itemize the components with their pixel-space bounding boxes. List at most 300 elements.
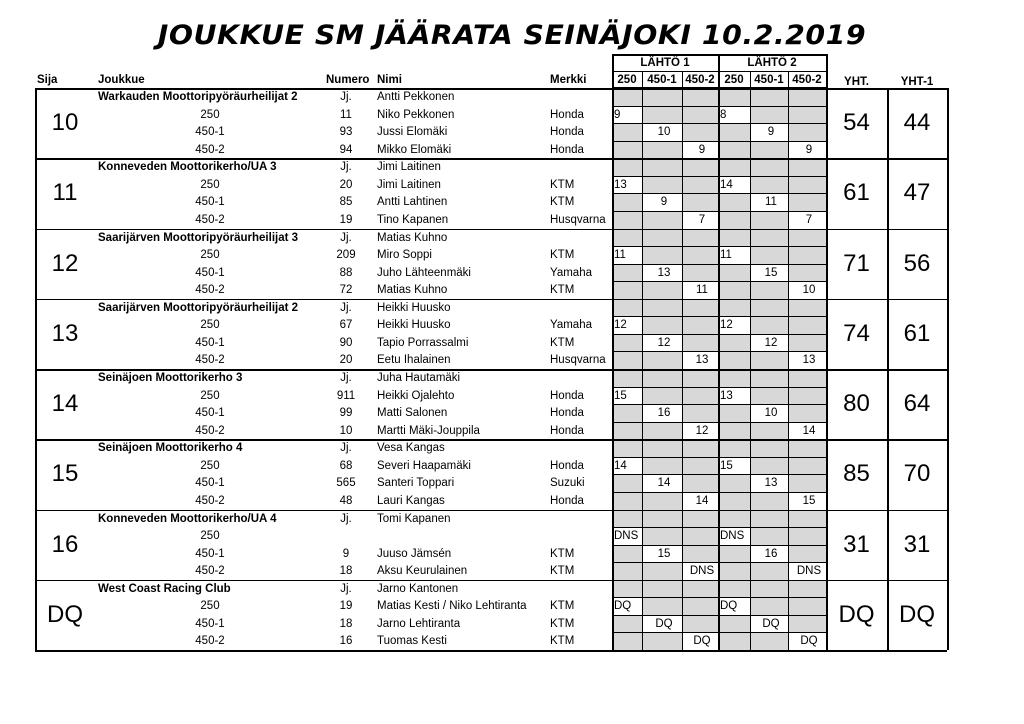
- rider-class: 450-1: [195, 477, 225, 490]
- rider-brand: Honda: [550, 459, 584, 472]
- team-total-minus-one: 47: [903, 179, 931, 207]
- empty-score-cell: [750, 316, 788, 334]
- score-lahto-2: 7: [805, 213, 813, 226]
- empty-score-cell: [718, 404, 750, 422]
- table-left-border: [35, 88, 37, 650]
- team-name: Saarijärven Moottoripyöräurheilijat 2: [98, 301, 299, 314]
- rider-class: 450-2: [195, 213, 225, 226]
- rider-class: 450-2: [195, 494, 225, 507]
- rider-brand: Honda: [550, 389, 584, 402]
- rider-class: 250: [200, 178, 220, 191]
- leader-label: Jj.: [340, 231, 352, 244]
- block-border: [35, 580, 947, 582]
- empty-score-cell: [718, 141, 750, 159]
- rider-brand: Husqvarna: [550, 354, 606, 367]
- score-lahto-1: 9: [660, 196, 668, 209]
- empty-score-cell: [612, 632, 642, 650]
- team-leader: Juha Hautamäki: [377, 372, 461, 384]
- team-total-minus-one: 31: [903, 530, 931, 558]
- team-name: Seinäjoen Moottorikerho 3: [98, 372, 243, 384]
- header-nimi: Nimi: [377, 74, 402, 86]
- rider-brand: KTM: [550, 600, 575, 613]
- rider-brand: KTM: [550, 178, 575, 191]
- empty-score-cell: [682, 246, 718, 264]
- empty-score-cell: [612, 193, 642, 211]
- score-lahto-2: 11: [765, 196, 777, 209]
- rider-name: Tuomas Kesti: [377, 635, 447, 648]
- rider-number: 85: [339, 196, 353, 209]
- rider-name: Juuso Jämsén: [377, 547, 452, 560]
- team-name: West Coast Racing Club: [98, 582, 231, 595]
- empty-score-cell: [750, 176, 788, 194]
- empty-score-cell: [682, 545, 718, 563]
- block-border: [35, 439, 947, 441]
- empty-score-cell: [682, 597, 718, 615]
- empty-score-cell: [612, 211, 642, 229]
- empty-score-cell: [642, 351, 682, 369]
- block-border: [35, 229, 947, 231]
- team-position: 14: [51, 390, 79, 418]
- grid-line: [612, 54, 614, 88]
- rider-class: 450-1: [195, 196, 225, 209]
- header-yht: YHT.: [844, 76, 869, 88]
- empty-score-cell: [612, 351, 642, 369]
- grid-line: [642, 88, 643, 650]
- team-total-minus-one: DQ: [899, 600, 935, 628]
- rider-number: 48: [339, 494, 353, 507]
- empty-score-cell: [750, 141, 788, 159]
- team-total-minus-one: 61: [903, 319, 931, 347]
- leader-label: Jj.: [340, 91, 352, 103]
- team-position: DQ: [47, 600, 83, 628]
- team-name: Saarijärven Moottoripyöräurheilijat 3: [98, 231, 299, 244]
- rider-name: Heikki Huusko: [377, 319, 451, 332]
- rider-class: 250: [200, 108, 220, 121]
- empty-score-cell: [788, 457, 826, 475]
- rider-class: 450-1: [195, 126, 225, 139]
- rider-number: 16: [339, 635, 353, 648]
- score-lahto-2: 14: [720, 178, 733, 191]
- team-leader: Antti Pekkonen: [377, 91, 455, 103]
- score-lahto-1: 14: [695, 494, 709, 507]
- grid-line: [718, 54, 720, 88]
- rider-name: Matias Kuhno: [377, 284, 448, 297]
- score-lahto-1: 11: [614, 249, 626, 262]
- rider-brand: Yamaha: [550, 266, 592, 279]
- rider-brand: KTM: [550, 249, 575, 262]
- rider-name: Matias Kesti / Niko Lehtiranta: [377, 600, 527, 613]
- empty-score-cell: [788, 387, 826, 405]
- empty-score-cell: [642, 422, 682, 440]
- header-class: 450-2: [792, 74, 822, 86]
- empty-score-cell: [612, 492, 642, 510]
- team-total: 71: [843, 249, 870, 277]
- empty-score-cell: [612, 264, 642, 282]
- empty-score-cell: [642, 562, 682, 580]
- score-lahto-2: DQ: [800, 635, 818, 648]
- empty-score-cell: [718, 281, 750, 299]
- rider-name: Tino Kapanen: [377, 213, 449, 226]
- rider-number: 68: [339, 459, 353, 472]
- score-lahto-1: 10: [657, 126, 671, 139]
- rider-brand: KTM: [550, 565, 575, 578]
- empty-score-cell: [788, 527, 826, 545]
- score-lahto-2: 12: [720, 319, 733, 332]
- table-bottom-border: [35, 650, 947, 652]
- score-lahto-2: 10: [802, 284, 816, 297]
- empty-score-cell: [788, 176, 826, 194]
- rider-name: Santeri Toppari: [377, 477, 455, 490]
- block-border: [35, 88, 947, 90]
- score-lahto-2: DNS: [796, 565, 822, 578]
- empty-score-cell: [682, 316, 718, 334]
- rider-name: Juho Lähteenmäki: [377, 266, 471, 279]
- empty-score-cell: [612, 615, 642, 633]
- score-lahto-1: DNS: [614, 530, 639, 543]
- score-lahto-2: 13: [720, 389, 733, 402]
- rider-number: 11: [340, 108, 352, 121]
- empty-score-cell: [788, 597, 826, 615]
- score-lahto-2: 15: [764, 266, 778, 279]
- empty-score-cell: [682, 527, 718, 545]
- rider-class: 450-1: [195, 266, 225, 279]
- leader-label: Jj.: [340, 372, 352, 384]
- rider-brand: Honda: [550, 407, 584, 420]
- empty-score-cell: [750, 211, 788, 229]
- header-class: 250: [724, 74, 744, 86]
- empty-score-cell: [718, 562, 750, 580]
- empty-score-cell: [612, 281, 642, 299]
- rider-number: 94: [339, 143, 353, 156]
- score-lahto-1: DQ: [655, 617, 673, 630]
- rider-class: 250: [200, 389, 220, 402]
- team-leader: Matias Kuhno: [377, 231, 448, 244]
- rider-brand: Honda: [550, 494, 584, 507]
- score-lahto-1: 12: [614, 319, 627, 332]
- rider-class: 250: [200, 530, 220, 543]
- empty-score-cell: [750, 387, 788, 405]
- empty-score-cell: [718, 351, 750, 369]
- header-class: 450-1: [754, 74, 784, 86]
- empty-score-cell: [750, 246, 788, 264]
- header-sija: Sija: [37, 74, 58, 86]
- empty-score-cell: [642, 457, 682, 475]
- empty-score-cell: [642, 527, 682, 545]
- empty-score-cell: [718, 632, 750, 650]
- empty-score-cell: [718, 264, 750, 282]
- empty-score-cell: [682, 264, 718, 282]
- empty-score-cell: [682, 457, 718, 475]
- block-border: [35, 369, 947, 371]
- rider-class: 450-2: [195, 424, 225, 437]
- score-lahto-1: 7: [698, 213, 706, 226]
- rider-number: 20: [339, 354, 353, 367]
- team-leader: Vesa Kangas: [377, 442, 445, 455]
- score-lahto-2: 12: [764, 336, 778, 349]
- rider-class: 450-2: [195, 143, 225, 156]
- score-lahto-2: 15: [720, 459, 733, 472]
- empty-score-cell: [718, 334, 750, 352]
- header-class: 450-2: [685, 74, 715, 86]
- empty-score-cell: [788, 264, 826, 282]
- rider-brand: KTM: [550, 196, 575, 209]
- team-total-minus-one: 56: [903, 249, 931, 277]
- score-lahto-2: 10: [764, 407, 778, 420]
- score-lahto-1: DQ: [693, 635, 711, 648]
- team-leader: Tomi Kapanen: [377, 512, 451, 525]
- empty-score-cell: [718, 211, 750, 229]
- score-lahto-1: 11: [696, 284, 708, 297]
- page-title: JOUKKUE SM JÄÄRATA SEINÄJOKI 10.2.2019: [157, 20, 867, 51]
- score-lahto-2: 11: [720, 249, 732, 262]
- team-total: 31: [843, 530, 870, 558]
- rider-class: 450-2: [195, 565, 225, 578]
- rider-class: 250: [200, 459, 220, 472]
- empty-score-cell: [750, 351, 788, 369]
- leader-label: Jj.: [340, 442, 352, 455]
- rider-name: Mikko Elomäki: [377, 143, 452, 156]
- empty-score-cell: [788, 106, 826, 124]
- rider-class: 250: [200, 319, 220, 332]
- empty-score-cell: [682, 474, 718, 492]
- rider-number: 19: [339, 600, 353, 613]
- empty-score-cell: [788, 316, 826, 334]
- rider-number: 18: [339, 617, 353, 630]
- rider-number: 72: [339, 284, 353, 297]
- rider-brand: KTM: [550, 547, 575, 560]
- empty-score-cell: [612, 562, 642, 580]
- rider-number: 10: [339, 424, 353, 437]
- team-leader: Jarno Kantonen: [377, 582, 459, 595]
- header-joukkue: Joukkue: [98, 74, 145, 86]
- score-lahto-2: 13: [802, 354, 816, 367]
- grid-line: [718, 88, 720, 650]
- team-total: 74: [843, 319, 870, 347]
- score-lahto-2: DNS: [720, 530, 745, 543]
- empty-score-cell: [750, 457, 788, 475]
- rider-number: 20: [339, 178, 353, 191]
- team-total: 80: [843, 390, 870, 418]
- empty-score-cell: [750, 527, 788, 545]
- team-position: 16: [51, 530, 79, 558]
- rider-class: 450-1: [195, 617, 225, 630]
- empty-score-cell: [642, 211, 682, 229]
- team-total: 85: [843, 460, 870, 488]
- grid-line: [826, 54, 828, 88]
- rider-number: 9: [342, 547, 350, 560]
- leader-label: Jj.: [340, 301, 352, 314]
- rider-name: Aksu Keurulainen: [377, 565, 468, 578]
- leader-label: Jj.: [340, 582, 352, 595]
- empty-score-cell: [718, 474, 750, 492]
- empty-score-cell: [642, 176, 682, 194]
- rider-class: 450-2: [195, 635, 225, 648]
- empty-score-cell: [718, 193, 750, 211]
- empty-score-cell: [612, 404, 642, 422]
- rider-class: 450-1: [195, 547, 225, 560]
- rider-brand: Yamaha: [550, 319, 592, 332]
- empty-score-cell: [718, 492, 750, 510]
- empty-score-cell: [642, 316, 682, 334]
- rider-brand: Honda: [550, 143, 584, 156]
- rider-number: 99: [339, 407, 353, 420]
- score-lahto-2: 15: [802, 494, 816, 507]
- rider-class: 250: [200, 600, 220, 613]
- rider-number: 93: [339, 126, 353, 139]
- team-position: 10: [51, 109, 79, 137]
- header-lahto-1: LÄHTÖ 1: [640, 57, 690, 69]
- rider-name: Antti Lahtinen: [377, 196, 448, 209]
- rider-name: Severi Haapamäki: [377, 459, 471, 472]
- team-total-minus-one: 64: [903, 390, 931, 418]
- rider-name: Jarno Lehtiranta: [377, 617, 461, 630]
- block-border: [35, 510, 947, 512]
- empty-score-cell: [788, 615, 826, 633]
- score-lahto-1: 12: [695, 424, 709, 437]
- team-total-minus-one: 70: [903, 460, 931, 488]
- leader-label: Jj.: [340, 512, 352, 525]
- empty-score-cell: [612, 474, 642, 492]
- rider-name: Martti Mäki-Jouppila: [377, 424, 480, 437]
- grid-line: [750, 71, 751, 88]
- rider-name: Eetu Ihalainen: [377, 354, 451, 367]
- empty-score-cell: [750, 281, 788, 299]
- rider-class: 450-2: [195, 354, 225, 367]
- empty-score-cell: [750, 632, 788, 650]
- score-lahto-1: 16: [657, 407, 671, 420]
- rider-name: Lauri Kangas: [377, 494, 445, 507]
- empty-score-cell: [642, 106, 682, 124]
- score-lahto-1: 12: [657, 336, 671, 349]
- table-right-border: [947, 88, 949, 650]
- score-lahto-1: 13: [614, 178, 627, 191]
- block-border: [35, 158, 947, 160]
- header-yht-1: YHT-1: [900, 76, 934, 88]
- team-total: 61: [843, 179, 870, 207]
- grid-line: [788, 71, 789, 88]
- team-total: DQ: [838, 600, 875, 628]
- team-leader: Jimi Laitinen: [377, 161, 441, 174]
- empty-score-cell: [612, 545, 642, 563]
- header-numero: Numero: [326, 74, 370, 86]
- empty-score-cell: [788, 545, 826, 563]
- rider-name: Tapio Porrassalmi: [377, 336, 469, 349]
- score-lahto-1: 9: [698, 143, 706, 156]
- score-lahto-1: 13: [695, 354, 709, 367]
- rider-number: 90: [339, 336, 353, 349]
- empty-score-cell: [750, 492, 788, 510]
- block-border: [35, 299, 947, 301]
- rider-number: 911: [336, 389, 356, 402]
- grid-line: [682, 88, 683, 650]
- empty-score-cell: [682, 123, 718, 141]
- team-position: 15: [51, 460, 79, 488]
- header-class: 450-1: [647, 74, 677, 86]
- empty-score-cell: [788, 246, 826, 264]
- score-lahto-1: DQ: [614, 600, 632, 613]
- score-lahto-2: 9: [767, 126, 775, 139]
- grid-line: [750, 88, 751, 650]
- empty-score-cell: [612, 422, 642, 440]
- empty-score-cell: [718, 123, 750, 141]
- empty-score-cell: [642, 632, 682, 650]
- empty-score-cell: [750, 597, 788, 615]
- team-position: 12: [51, 249, 79, 277]
- grid-line: [788, 88, 789, 650]
- score-lahto-1: 13: [657, 266, 671, 279]
- empty-score-cell: [682, 106, 718, 124]
- empty-score-cell: [788, 334, 826, 352]
- empty-score-cell: [682, 193, 718, 211]
- team-name: Konneveden Moottorikerho/UA 4: [98, 512, 277, 525]
- team-total-minus-one: 44: [903, 109, 931, 137]
- score-lahto-1: 14: [614, 459, 627, 472]
- grid-line: [642, 71, 643, 88]
- score-lahto-2: 9: [805, 143, 813, 156]
- empty-score-cell: [750, 106, 788, 124]
- score-lahto-2: 8: [720, 108, 727, 121]
- empty-score-cell: [682, 176, 718, 194]
- grid-line: [682, 71, 683, 88]
- empty-score-cell: [642, 387, 682, 405]
- team-name: Seinäjoen Moottorikerho 4: [98, 442, 243, 455]
- score-lahto-1: DNS: [689, 565, 715, 578]
- empty-score-cell: [718, 545, 750, 563]
- rider-class: 250: [200, 249, 220, 262]
- empty-score-cell: [788, 404, 826, 422]
- rider-brand: KTM: [550, 336, 575, 349]
- empty-score-cell: [682, 334, 718, 352]
- rider-brand: Suzuki: [550, 477, 585, 490]
- rider-class: 450-2: [195, 284, 225, 297]
- rider-brand: Husqvarna: [550, 213, 606, 226]
- score-lahto-1: 15: [657, 547, 671, 560]
- empty-score-cell: [642, 492, 682, 510]
- grid-line: [887, 88, 889, 650]
- empty-score-cell: [642, 246, 682, 264]
- empty-score-cell: [612, 123, 642, 141]
- rider-name: Miro Soppi: [377, 249, 432, 262]
- empty-score-cell: [788, 193, 826, 211]
- rider-brand: KTM: [550, 284, 575, 297]
- empty-score-cell: [788, 474, 826, 492]
- team-name: Warkauden Moottoripyöräurheilijat 2: [98, 91, 298, 103]
- team-position: 11: [52, 179, 78, 207]
- rider-name: Jussi Elomäki: [377, 126, 448, 139]
- empty-score-cell: [682, 615, 718, 633]
- header-class: 250: [617, 74, 637, 86]
- team-position: 13: [51, 319, 79, 347]
- leader-label: Jj.: [340, 161, 352, 174]
- score-lahto-1: 9: [614, 108, 621, 121]
- rider-brand: KTM: [550, 617, 575, 630]
- empty-score-cell: [750, 422, 788, 440]
- rider-name: Niko Pekkonen: [377, 108, 455, 121]
- rider-class: 450-1: [195, 407, 225, 420]
- grid-line: [612, 88, 614, 650]
- rider-number: 19: [339, 213, 353, 226]
- score-lahto-2: 16: [764, 547, 778, 560]
- empty-score-cell: [750, 562, 788, 580]
- rider-brand: Honda: [550, 424, 584, 437]
- team-leader: Heikki Huusko: [377, 301, 451, 314]
- empty-score-cell: [718, 422, 750, 440]
- rider-number: 565: [336, 477, 356, 490]
- score-lahto-1: 15: [614, 389, 627, 402]
- score-lahto-2: DQ: [720, 600, 738, 613]
- rider-number: 88: [339, 266, 353, 279]
- empty-score-cell: [612, 334, 642, 352]
